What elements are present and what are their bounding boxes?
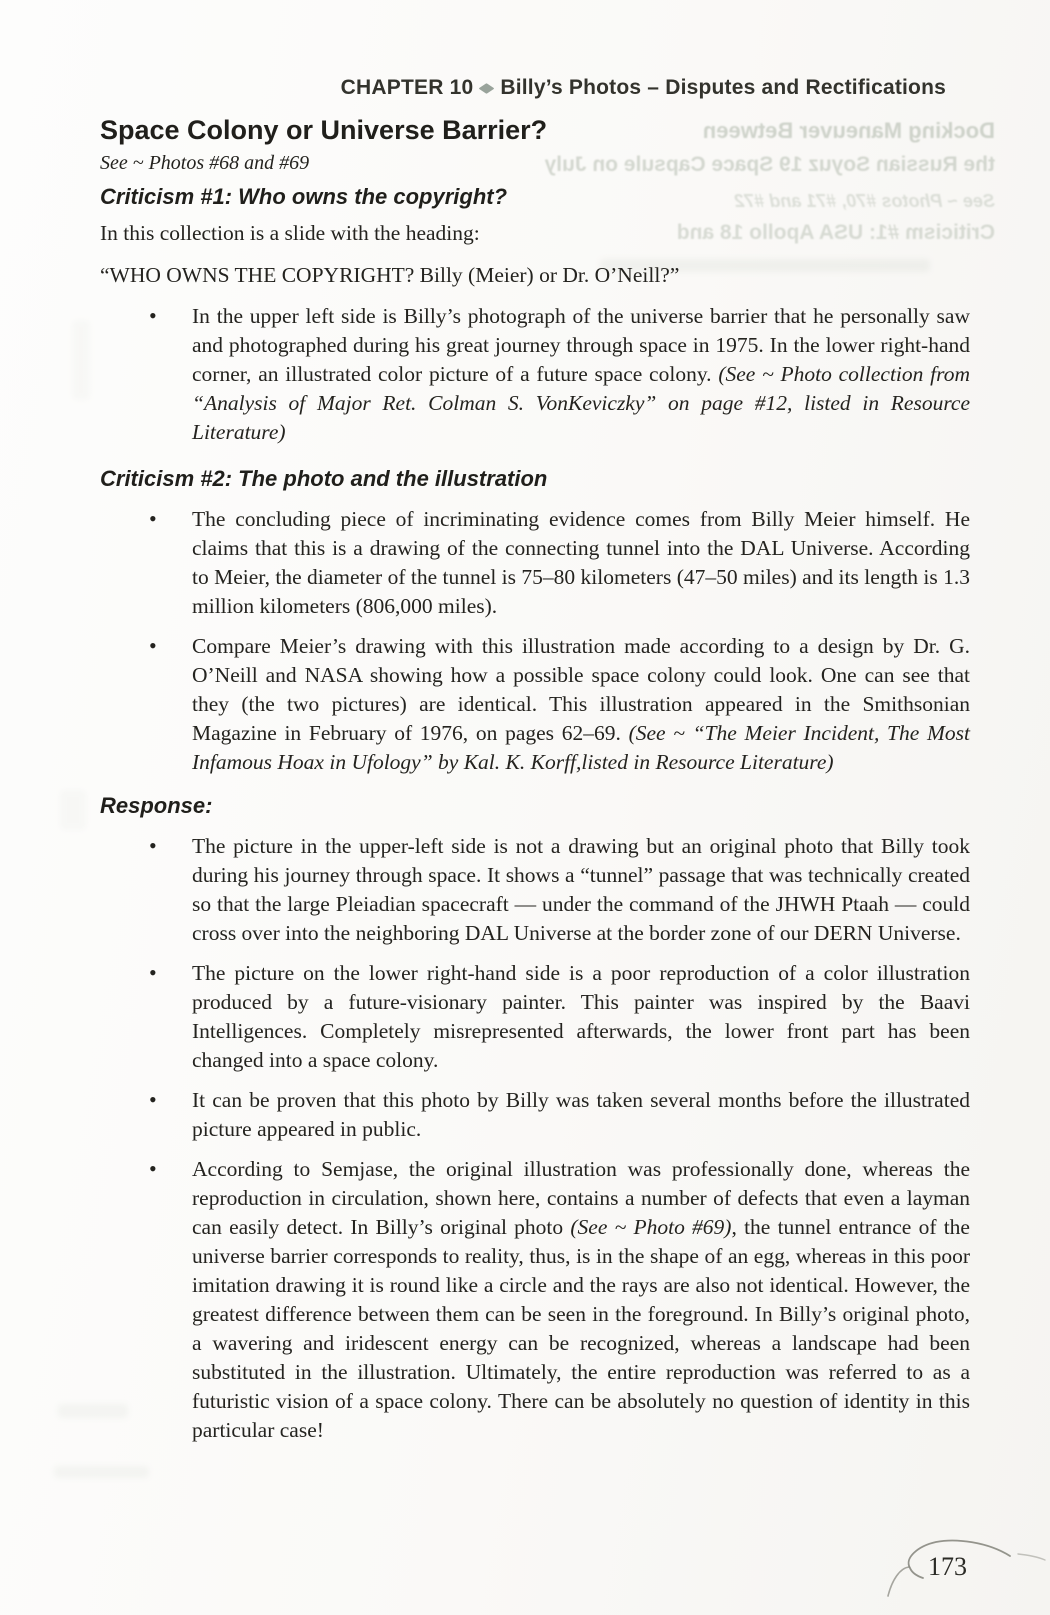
bullet-item [192, 1086, 970, 1144]
criticism-2-heading: Criticism #2: The photo and the illustration [100, 466, 548, 491]
bullet-item [192, 959, 970, 1075]
text-segment: (See ~ Photo collection from “Analysis of Major Ret. Colman S. VonKeviczky” on page #12, listed in Resource Literature) [192, 362, 970, 444]
chapter-number: CHAPTER 10 [340, 76, 474, 99]
bullet-item [192, 632, 970, 777]
diamond-separator-icon [479, 83, 495, 94]
criticism-1-heading: Criticism #1: Who owns the copyright? [100, 184, 508, 209]
bleed-through-text: Docking Maneuver Between [702, 118, 995, 143]
response-bullets [100, 832, 970, 1445]
text-segment: The concluding piece of incriminating evidence comes from Billy Meier himself. He claims that this is a drawing of the connecting tunnel into the DAL Universe. According to Meier, the diameter of the tunnel is 75–80 kilometers (47–50 miles) and its length is 1.3 million kilometers (806,000 miles). [192, 507, 970, 618]
see-reference: See ~ Photos #68 and #69 [100, 152, 310, 174]
text-segment: , the tunnel entrance of the universe barrier corresponds to reality, thus, is in the shape of an egg, whereas in this poor imitation drawing it is round like a circle and the rays are also not identical. However, the greatest difference between them can be seen in the foreground. In Billy’s original photo, a wavering and iridescent energy can be recognized, whereas a landscape had been substituted in the illustration. Ultimately, the entire reproduction was referred to as a futuristic vision of a space colony. There can be absolutely no question of identity in this particular case! [192, 1215, 970, 1442]
bullet-item [192, 1155, 970, 1445]
chapter-title: Billy’s Photos – Disputes and Rectifications [500, 76, 946, 99]
text-segment: The picture on the lower right-hand side is a poor reproduction of a color illustration produced by a future-visionary painter. This painter was inspired by the Baavi Intelligences. Completely misrepresented afterwards, the lower front part has been changed into a space colony. [192, 961, 970, 1072]
page-footer [848, 1512, 1048, 1612]
criticism-1-bullets [100, 302, 970, 447]
page-number: 173 [928, 1552, 967, 1581]
bullet-item [192, 832, 970, 948]
criticism-2-bullets [100, 505, 970, 777]
text-segment: (See ~ “The Meier Incident, The Most Infamous Hoax in Ufology” by Kal. K. Korff,listed in Resource Literature) [192, 721, 970, 774]
chapter-header [100, 76, 970, 100]
text-segment: According to Semjase, the original illustration was professionally done, whereas the reproduction in circulation, shown here, contains a number of defects that even a layman can easily detect. In Billy’s original photo [192, 1157, 970, 1239]
bleed-through-text: See ~ Photos #70, #71 and #72 [734, 191, 995, 211]
page-content [100, 0, 970, 1445]
bullet-item [192, 505, 970, 621]
text-segment: (See ~ Photo #69) [570, 1215, 732, 1239]
text-segment: In the upper left side is Billy’s photograph of the universe barrier that he personally saw and photographed during his great journey through space in 1975. In the lower right-hand corner, an illustrated color picture of a future space colony. [192, 304, 970, 386]
copyright-quote: “WHO OWNS THE COPYRIGHT? Billy (Meier) or Dr. O’Neill?” [100, 263, 680, 287]
text-segment: It can be proven that this photo by Billy was taken several months before the illustrated picture appeared in public. [192, 1088, 970, 1141]
bleed-through-text: Criticism #1: USA Apollo 18 and [676, 221, 995, 244]
bullet-item [192, 302, 970, 447]
bleed-through-text: the Russian Soyuz 19 Space Capsule on July [545, 153, 995, 176]
text-segment: Compare Meier’s drawing with this illustration made according to a design by Dr. G. O’Neill and NASA showing how a possible space colony could look. One can see that they (the two pictures) are identical. This illustration appeared in the Smithsonian Magazine in February of 1976, on pages 62–69. [192, 634, 970, 745]
text-segment: The picture in the upper-left side is not a drawing but an original photo that Billy took during his journey through space. It shows a “tunnel” passage that was technically created so that the large Pleiadian spacecraft — under the command of the JHWH Ptaah — could cross over into the neighboring DAL Universe at the border zone of our DERN Universe. [192, 834, 970, 945]
bleed-through-artifact [60, 790, 86, 830]
page-title: Space Colony or Universe Barrier? [100, 115, 548, 145]
response-heading: Response: [100, 793, 213, 818]
bleed-through-artifact [54, 1466, 149, 1478]
bleed-through-artifact [72, 320, 90, 400]
criticism-1-intro: In this collection is a slide with the heading: [100, 221, 480, 245]
